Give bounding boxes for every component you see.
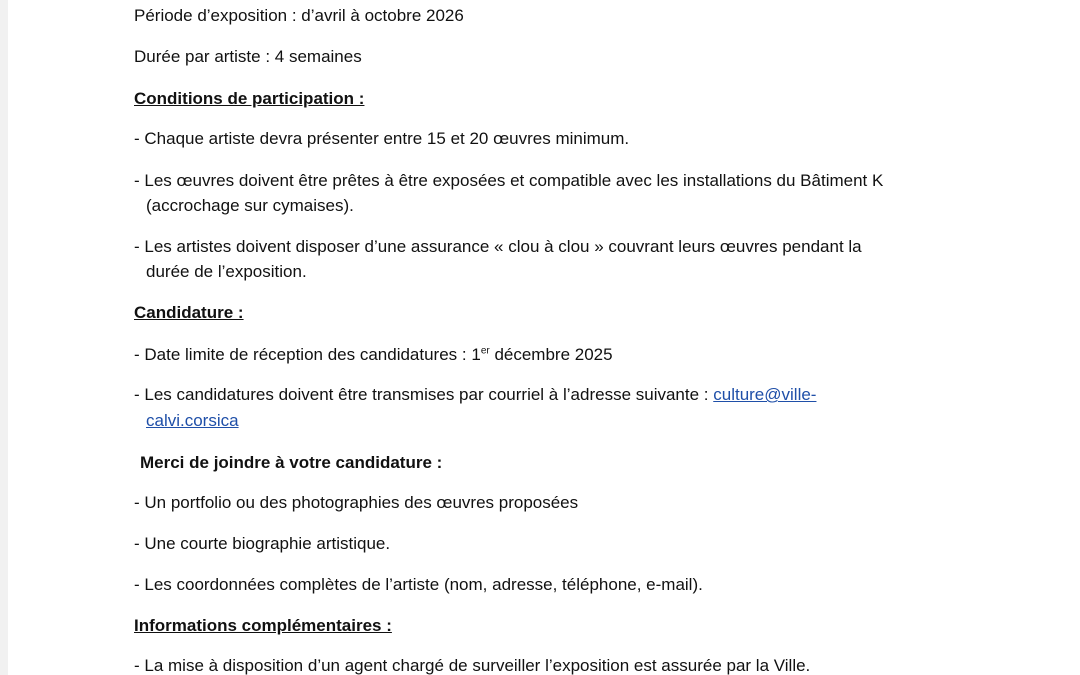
deadline-date: décembre 2025 xyxy=(489,345,613,364)
artist-duration: Durée par artiste : 4 semaines xyxy=(134,47,362,66)
candidature-heading: Candidature : xyxy=(134,303,244,322)
info-item: - La mise à disposition d’un agent chargé de surveiller l’exposition est assurée par la Ville. xyxy=(134,656,811,675)
attach-item: - Une courte biographie artistique. xyxy=(134,534,391,553)
email-item-continuation xyxy=(146,410,239,432)
condition-item: - Les artistes doivent disposer d’une assurance « clou à clou » couvrant leurs œuvres pendant la xyxy=(134,237,862,256)
condition-item-continuation: durée de l’exposition. xyxy=(146,262,307,281)
attach-heading: Merci de joindre à votre candidature : xyxy=(140,453,443,472)
email-link[interactable]: culture@ville- xyxy=(713,385,817,404)
attach-item: - Les coordonnées complètes de l’artiste (nom, adresse, téléphone, e-mail). xyxy=(134,575,703,594)
exhibition-period: Période d’exposition : d’avril à octobre 2026 xyxy=(134,6,464,25)
document-page xyxy=(8,0,1080,675)
conditions-heading: Conditions de participation : xyxy=(134,89,365,108)
condition-item: - Chaque artiste devra présenter entre 15 et 20 œuvres minimum. xyxy=(134,129,630,148)
deadline-item xyxy=(134,344,613,366)
condition-item: - Les œuvres doivent être prêtes à être exposées et compatible avec les installations du Bâtiment K xyxy=(134,171,884,190)
condition-item-continuation: (accrochage sur cymaises). xyxy=(146,196,354,215)
email-link-continuation[interactable]: calvi.corsica xyxy=(146,411,239,430)
attach-item: - Un portfolio ou des photographies des œuvres proposées xyxy=(134,493,579,512)
email-item xyxy=(134,384,816,406)
info-heading: Informations complémentaires : xyxy=(134,616,392,635)
deadline-text: - Date limite de réception des candidatures : 1 xyxy=(134,345,481,364)
deadline-ordinal: er xyxy=(480,345,490,357)
email-instruction: - Les candidatures doivent être transmises par courriel à l’adresse suivante : xyxy=(134,385,714,404)
